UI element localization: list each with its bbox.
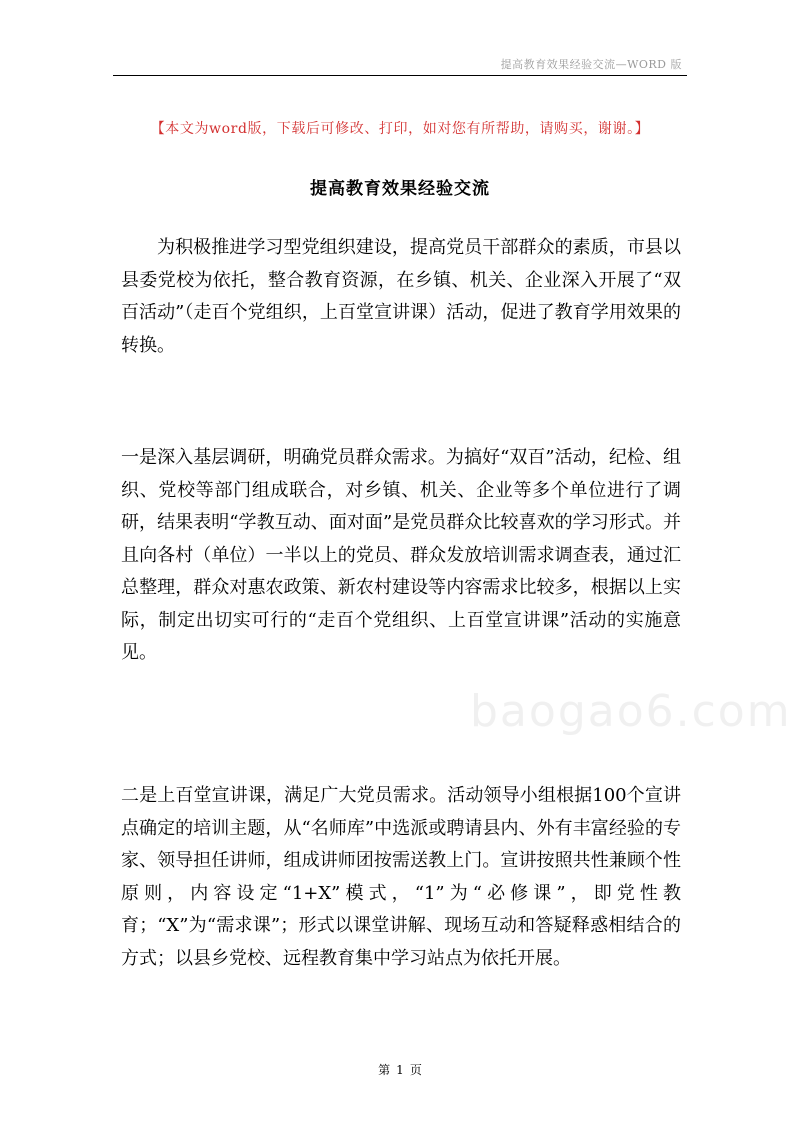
purchase-notice: 【本文为word版，下载后可修改、打印，如对您有所帮助，请购买，谢谢。】 <box>150 121 650 137</box>
paragraph-lectures: 二是上百堂宣讲课，满足广大党员需求。活动领导小组根据100个宣讲点确定的培训主题，从“名师库”中选派或聘请县内、外有丰富经验的专家、领导担任讲师，组成讲师团按需送教上门。宣讲按照共性兼顾个性原则，内容设定“1+X”模式，“1”为“必修课”，即党性教育；“X”为“需求课”；形式以课堂讲解、现场互动和答疑释惑相结合的方式；以县乡党校、远程教育集中学习站点为依托开展。 <box>121 785 681 969</box>
paragraph-intro: 为积极推进学习型党组织建设，提高党员干部群众的素质，市县以县委党校为依托，整合教育资源，在乡镇、机关、企业深入开展了“双百活动”（走百个党组织，上百堂宣讲课）活动，促进了教育学用效果的转换。 <box>121 237 681 356</box>
header-divider <box>113 75 687 76</box>
document-title: 提高教育效果经验交流 <box>310 179 490 199</box>
footer-suffix: 页 <box>409 1063 422 1077</box>
running-header: 提高教育效果经验交流—WORD 版 <box>500 58 682 71</box>
site-watermark: baogao6.com <box>470 686 792 737</box>
paragraph-research: 一是深入基层调研，明确党员群众需求。为搞好“双百”活动，纪检、组织、党校等部门组成联合，对乡镇、机关、企业等多个单位进行了调研，结果表明“学教互动、面对面”是党员群众比较喜欢的学习形式。并且向各村（单位）一半以上的党员、群众发放培训需求调查表，通过汇总整理，群众对惠农政策、新农村建设等内容需求比较多，根据以上实际，制定出切实可行的“走百个党组织、上百堂宣讲课”活动的实施意见。 <box>121 447 681 663</box>
page-footer <box>0 1061 800 1078</box>
page-number: 1 <box>396 1063 404 1077</box>
footer-prefix: 第 <box>378 1063 391 1077</box>
